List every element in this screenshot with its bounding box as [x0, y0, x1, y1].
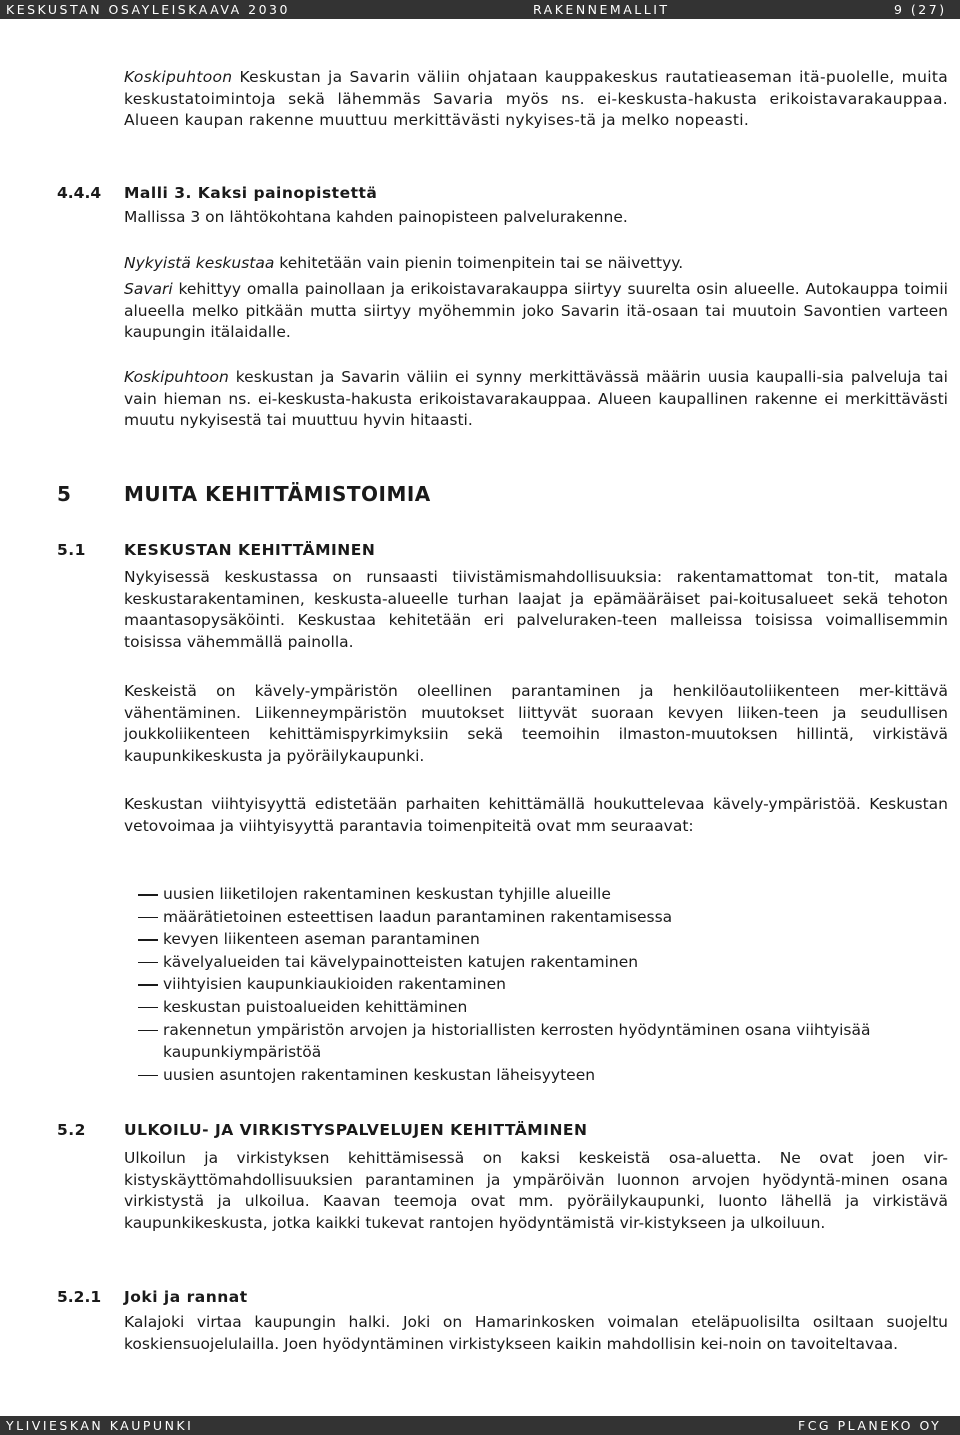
paragraph-lead: Koskipuhtoon — [124, 368, 229, 386]
footer-company: FCG PLANEKO OY — [798, 1418, 942, 1433]
page-header — [0, 0, 960, 19]
measures-list — [124, 883, 924, 1086]
dash-bullet-icon — [138, 962, 158, 964]
dash-bullet-icon — [138, 1007, 158, 1009]
list-item: uusien liiketilojen rakentaminen keskustan tyhjille alueille — [124, 883, 924, 906]
paragraph-text: kehitetään vain pienin toimenpitein tai se näivettyy. — [274, 254, 684, 272]
list-item: keskustan puistoalueiden kehittäminen — [124, 996, 924, 1019]
dash-bullet-icon — [138, 939, 158, 941]
list-item: kävelyalueiden tai kävelypainotteisten katujen rakentaminen — [124, 951, 924, 974]
dash-bullet-icon — [138, 894, 158, 896]
section-number-5-2-1: 5.2.1 — [57, 1288, 102, 1306]
paragraph-lead: Savari — [124, 280, 173, 298]
paragraph-kavely-ymparisto: Keskeistä on kävely-ympäristön oleellinen parantaminen ja henkilöautoliikenteen mer-kittävä vähentäminen. Liikenneympäristön muutokset liittyvät suoraan kevyen liiken-teen ja seudullisen joukkoliikenteen kehittämispyrkimyksiin sekä teemoihin ilmaston-muutoksen hillintä, virkistävä kaupunkikeskusta ja pyöräilykaupunki. — [124, 682, 948, 765]
section-intro: Mallissa 3 on lähtökohtana kahden painopisteen palvelurakenne. — [124, 208, 628, 226]
dash-bullet-icon — [138, 1030, 158, 1032]
header-chapter-title: RAKENNEMALLIT — [533, 2, 670, 17]
list-item: kevyen liikenteen aseman parantaminen — [124, 928, 924, 951]
section-title-keskustan-kehittaminen: KESKUSTAN KEHITTÄMINEN — [124, 541, 376, 559]
header-document-title: KESKUSTAN OSAYLEISKAAVA 2030 — [6, 2, 290, 17]
dash-bullet-icon — [138, 1075, 158, 1077]
list-item: rakennetun ympäristön arvojen ja historiallisten kerrosten hyödyntäminen osana viihtyisää kaupunkiympäristöä — [124, 1019, 924, 1064]
paragraph-ulkoilu: Ulkoilun ja virkistyksen kehittämisessä on kaksi keskeistä osa-aluetta. Ne ovat joen vir-kistyskäyttömahdollisuuksien parantaminen ja ympäröivän luonnon arvojen hyödyntä-minen osana virkistystä ja ulkoilua. Kaavan teemoja ovat mm. pyöräilykaupunki, luonto lähellä ja virkistävä kaupunkikeskusta, jotka kaikki tukevat rantojen hyödyntämistä vir-kistykseen ja ulkoiluun. — [124, 1149, 948, 1232]
paragraph-viihtyisyys: Keskustan viihtyisyyttä edistetään parhaiten kehittämällä houkuttelevaa kävely-ympäristöä. Keskustan vetovoimaa ja viihtyisyyttä parantavia toimenpiteitä ovat mm seuraavat: — [124, 795, 948, 835]
paragraph-tiivistaminen: Nykyisessä keskustassa on runsaasti tiivistämismahdollisuuksia: rakentamattomat ton-tit, matala keskustarakentaminen, keskusta-alueelle turhan laajat ja epämääräiset pai-koitusalueet sekä tehoton maantasopysäköinti. Keskustaa kehitetään eri palveluraken-teen malleissa toisissa voimallisemmin toisissa vähemmällä painolla. — [124, 568, 948, 651]
page-footer — [0, 1416, 960, 1435]
dash-bullet-icon — [138, 917, 158, 919]
section-number-5-2: 5.2 — [57, 1121, 86, 1139]
section-number-4-4-4: 4.4.4 — [57, 184, 102, 202]
paragraph-koskipuhto — [124, 367, 948, 432]
paragraph-nykyinen-keskusta — [124, 253, 948, 275]
list-item: uusien asuntojen rakentaminen keskustan läheisyyteen — [124, 1064, 924, 1087]
chapter-title: MUITA KEHITTÄMISTOIMIA — [124, 482, 431, 506]
section-title-joki-ja-rannat: Joki ja rannat — [124, 1288, 248, 1306]
section-title-malli-3: Malli 3. Kaksi painopistettä — [124, 184, 378, 202]
paragraph-lead: Nykyistä keskustaa — [124, 254, 275, 272]
paragraph-text: Keskustan ja Savarin väliin ohjataan kauppakeskus rautatieaseman itä-puolelle, muita keskustatoimintoja sekä lähemmäs Savaria myös ns. ei-keskusta-hakusta erikoistavarakauppaa. Alueen kaupan rakenne muuttuu merkittävästi nykyises-tä ja melko nopeasti. — [124, 68, 948, 129]
paragraph-lead: Koskipuhtoon — [124, 68, 233, 86]
dash-bullet-icon — [138, 984, 158, 986]
paragraph-koskipuhto-intro — [124, 67, 948, 132]
paragraph-text: kehittyy omalla painollaan ja erikoistavarakauppa siirtyy suurelta osin alueelle. Autokauppa toimii alueella melko pitkään mutta siirtyy myöhemmin joko Savarin itä-osaan tai muutoin Savontien varteen kaupungin itälaidalle. — [124, 280, 948, 341]
list-item: viihtyisien kaupunkiaukioiden rakentaminen — [124, 973, 924, 996]
list-item: määrätietoinen esteettisen laadun parantaminen rakentamisessa — [124, 906, 924, 929]
footer-municipality: YLIVIESKAN KAUPUNKI — [6, 1418, 194, 1433]
chapter-number-5: 5 — [57, 482, 72, 506]
paragraph-kalajoki: Kalajoki virtaa kaupungin halki. Joki on Hamarinkosken voimalan eteläpuolisilta osiltaan suojeltu koskiensuojelulailla. Joen hyödyntäminen virkistykseen kaikin mahdollisin kei-noin on tavoiteltavaa. — [124, 1313, 948, 1353]
section-title-ulkoilu: ULKOILU- JA VIRKISTYSPALVELUJEN KEHITTÄMINEN — [124, 1121, 588, 1139]
header-page-number: 9 (27) — [894, 2, 947, 17]
section-number-5-1: 5.1 — [57, 541, 86, 559]
paragraph-savari — [124, 279, 948, 344]
paragraph-text: keskustan ja Savarin väliin ei synny merkittävässä määrin uusia kaupalli-sia palveluja tai vain hieman ns. ei-keskusta-hakusta erikoistavarakauppaa. Alueen kaupallinen rakenne ei merkittävästi muutu nykyisestä tai muuttuu hyvin hitaasti. — [124, 368, 948, 429]
